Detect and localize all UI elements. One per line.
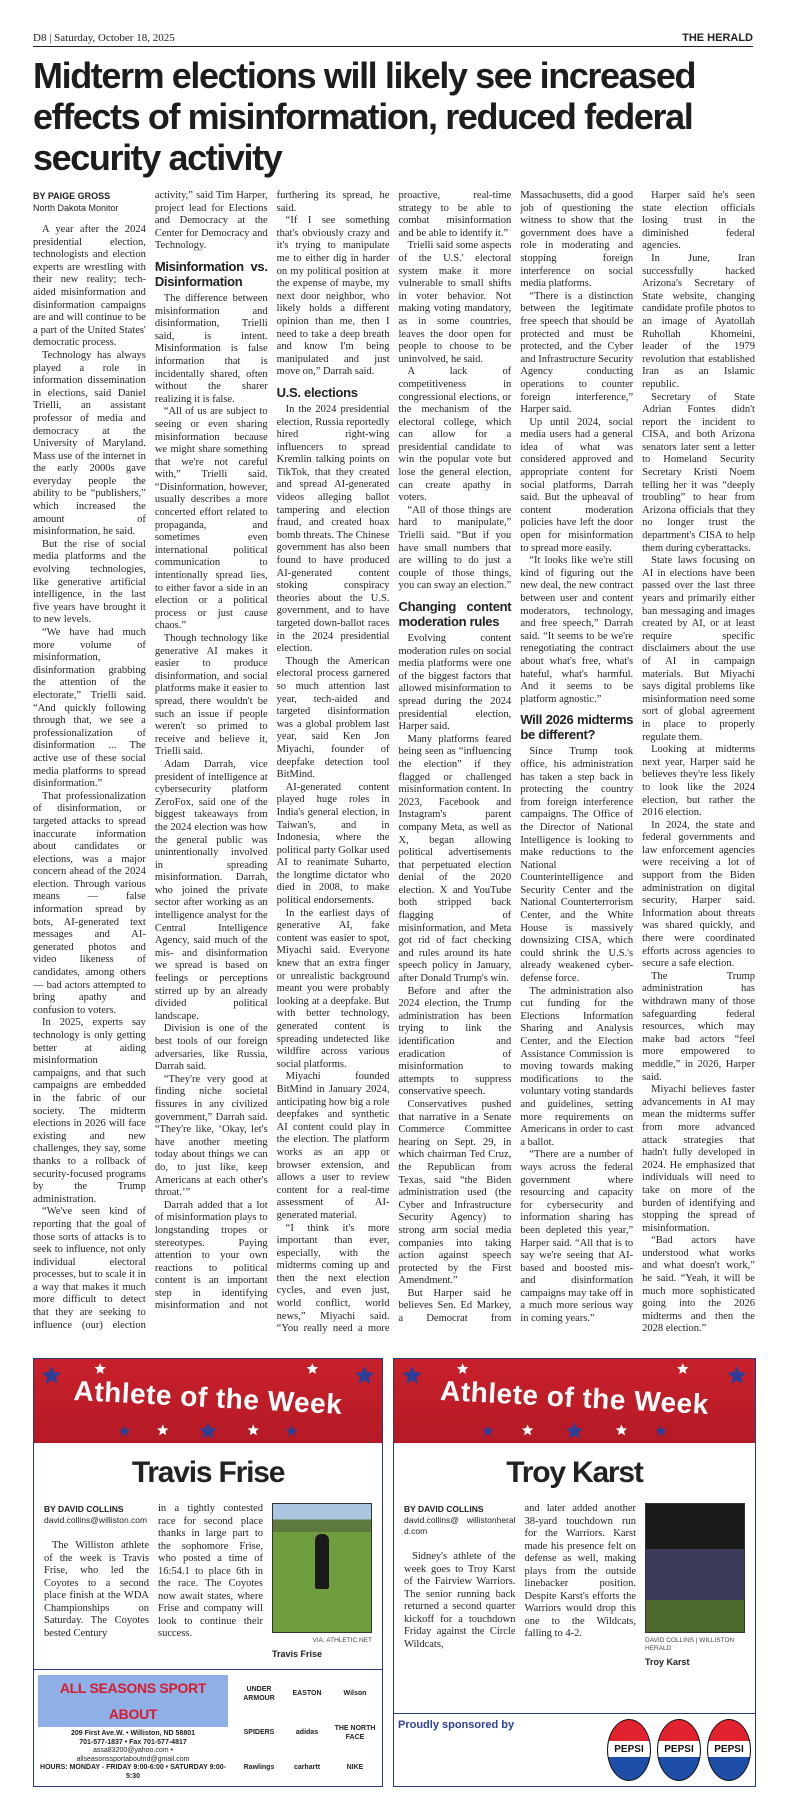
article-paragraph: But the rise of social media platforms and the evolving technologies, like generative artificial intelligence, in the last five years have brought it to new levels.	[33, 538, 146, 626]
article-paragraph: “There is a distinction between the legitimate free speech that should be protected and must be protected, and the Cyber and Infrastructure Security Agency conducting operations to counter foreign interference,” Harper said.	[520, 290, 634, 416]
article-paragraph: The administration also cut funding for the Elections Information Sharing and Analysis Center, and the Election Assistance Commission is moving towards making modifications to the voluntary voting standards and guidelines, setting more requirements on Americans in order to cast a ballot.	[520, 985, 634, 1148]
brand-logo: SPIDERS	[243, 1729, 275, 1737]
article-paragraph: Trielli said some aspects of the U.S.' electoral system make it more vulnerable to small shifts in voter behavior. Not making voting mandatory, as in some countries, leaves the door open for people to choose to be uninvolved, he said.	[398, 240, 512, 365]
article-paragraph: In the earliest days of generative AI, fake content was easier to spot, Miyachi said. Everyone knew that an extra finger or unrealistic background meant you were probably looking at a deepfake. But with better technology, generated content is spreading undetected like wildfire across various social platforms.	[276, 907, 390, 1070]
byline-email[interactable]: david.collins@williston.com	[44, 1515, 148, 1526]
photo-caption: Troy Karst	[645, 1657, 690, 1668]
article-paragraph: A year after the 2024 presidential election, technologists and election experts are wrestling with their new reality; tech-aided misinformation and disinformation campaigns are and will continue to be a part of the United States' democratic process.	[33, 224, 146, 349]
article-paragraph: That professionalization of disinformation, or targeted attacks to spread inaccurate information about candidates or elections, was a major concern ahead of the 2024 election. Through various means — false information spread by bots, AI-generated text messages and AI-generated photos and video likeness of candidates, among others — bad actors attempted to bring apathy and confusion to voters.	[33, 790, 146, 1016]
article-paragraph: “It looks like we're still kind of figuring out the new deal, the new contract between user and content moderators, technology, and free speech,” Darrah said. “It seems to be we're renegotiating the contract about what's free, what's hateful, what's harmful. And it seems to be platform agnostic.”	[520, 555, 634, 705]
star-icon	[482, 1425, 493, 1436]
story-text: The Williston athlete of the week is Travis Frise, who led the Coyotes to a second place finish at the WDA Championships on Saturday. The Coyotes bested Century	[44, 1540, 149, 1639]
star-icon	[457, 1363, 468, 1374]
brand-logo: THE NORTH FACE	[334, 1724, 376, 1741]
sponsor-section	[394, 1713, 755, 1786]
article-paragraph: Conservatives pushed that narrative in a Senate Commerce Committee hearing on Sept. 29, in which chairman Ted Cruz, the Republican from Texas, said “the Biden administration used (the Cyber and Infrastructure Security Agency) to strong arm social media companies into taking action against speech protected by the First Amendment.”	[398, 1098, 512, 1287]
section-subhead: U.S. elections	[276, 384, 358, 400]
article-paragraph: The Trump administration has withdrawn many of those safeguarding federal resources, which may make bad actors “feel more empowered to meddle,” in 2026, Harper said.	[642, 970, 755, 1083]
store-logo: ALL SEASONS SPORT ABOUT	[38, 1675, 228, 1727]
article-paragraph: “Bad actors have understood what works and what doesn't work,” he said. “Yeah, it will be much more sophisticated going into the 2026 midterms and then the 2028 election.”	[642, 1235, 755, 1335]
article-body	[33, 190, 755, 1336]
brand-logo: adidas	[295, 1729, 319, 1737]
article-paragraph: “All of those things are hard to manipulate,” Trielli said. “But if you have small numbers that are willing to do just a couple of those things, you can sway an election.”	[398, 504, 512, 592]
article-paragraph: Though the American electoral process garnered so much attention last year, tech-aided and targeted disinformation was a global problem last year, said Ken Jon Miyachi, founder of deepfake detection tool BitMind.	[276, 655, 390, 781]
star-icon	[616, 1424, 627, 1435]
brand-logo: NIKE	[346, 1763, 364, 1771]
byline-email[interactable]: david.collins@ willistonherald.com	[404, 1515, 516, 1537]
sponsor-label: Proudly sponsored by	[398, 1719, 515, 1732]
star-icon	[355, 1366, 374, 1384]
article-paragraph: Looking at midterms next year, Harper said he believes they're less likely to look like the 2024 election, but rather the 2016 election.	[642, 744, 755, 819]
sport-about-advertisement	[34, 1669, 382, 1786]
store-email: assa83200@yahoo.com • allseasonssportaboutnd@gmail.com	[76, 1747, 190, 1763]
article-paragraph: But Harper said he believes Sen. Ed Markey, a Democrat from Massachusetts, did a good job of questioning the witness to show that the government does have a role in moderating and stopping foreign interference on social media platforms.	[398, 190, 634, 1325]
article-paragraph: “We have had much more volume of misinformation, disinformation grabbing the attention of the electorate,” Trielli said. “And quickly following through that, we see a professionalization of disinformation ... The active use of these social media platforms to spread disinformation.”	[33, 627, 146, 790]
section-subhead: Will 2026 midterms be different?	[520, 712, 634, 743]
athlete-of-week-troy-karst	[393, 1358, 756, 1787]
star-icon	[199, 1422, 216, 1438]
headline: Midterm elections will likely see increased effects of misinformation, reduced federal security activity	[33, 55, 696, 178]
brand-logo: EASTON	[292, 1690, 322, 1698]
brand-logo: Rawlings	[243, 1763, 275, 1771]
athlete-name: Troy Karst	[506, 1456, 643, 1490]
athlete-section	[33, 1358, 756, 1787]
article-paragraph: State laws focusing on AI in elections have been passed over the last three years and primarily either ban messaging and images created by AI, or at least require specific disclaimers about the use of AI in campaign materials. But Miyachi says digital problems like misinformation need some sort of global agreement in place to properly regulate them.	[642, 555, 755, 743]
article-paragraph: Darrah added that a lot of misinformation plays to longstanding tropes or stereotypes. Paying attention to your own reactions to political content is an important step in identifying misinformation and not furthering its spread, he said.	[154, 190, 390, 1312]
brand-logo: UNDER ARMOUR	[243, 1685, 275, 1702]
article-paragraph: In 2025, experts say technology is only getting better at aiding misinformation campaigns, and that such campaigns are embedded in the fabric of our society. The midterm elections in 2026 will face existing and new challenges, they say, some thanks to a rollback of security-focused programs by the Trump administration.	[33, 1017, 146, 1205]
photo-credit: VIA: ATHLETIC.NET	[312, 1637, 372, 1645]
pepsi-logo	[707, 1719, 751, 1781]
athlete-banner	[34, 1359, 382, 1443]
article-paragraph: “We've seen kind of reporting that the goal of those sorts of attacks is to seek to influence, not only individual electoral processes, but to scale it in a way that makes it much more difficult to detect that they are seeking to influence (our) election activity,” said Tim Harper, project lead for Elections and Democracy at the Center for Democracy and Technology.	[33, 190, 268, 1331]
byline: BY DAVID COLLINS	[404, 1504, 484, 1515]
store-hours: HOURS: MONDAY - FRIDAY 9:00-6:00 • SATURDAY 9:00-5:30	[40, 1764, 226, 1780]
article-paragraph: AI-generated content played huge roles in India's general election, in Taiwan's, and in Indonesia, where the political party Golkar used AI to reanimate Suharto, the longtime dictator who died in 2008, to make political endorsements.	[276, 781, 390, 907]
story-text: in a tightly contested race for second place thanks in large part to the sophomore Frise, who posted a time of 16:54.1 to place 6th in the race. The Coyotes now await states, where Frise and company will look to continue their success.	[158, 1503, 263, 1640]
pepsi-logo	[657, 1719, 701, 1781]
athlete-banner	[394, 1359, 755, 1443]
star-icon	[119, 1425, 130, 1436]
article-paragraph: In June, Iran successfully hacked Arizona's Secretary of State website, changing candidate profile photos to an image of Ayatollah Ruhollah Khomeini, leader of the 1979 revolution that established Iran as an Islamic republic.	[642, 252, 755, 390]
brand-logo: Wilson	[343, 1690, 367, 1698]
pepsi-logo	[607, 1719, 651, 1781]
runner-photo	[272, 1503, 372, 1633]
article-paragraph: A lack of competitiveness in congressional elections, or the mechanism of the electoral college, which can allow for a presidential candidate to win the popular vote but lose the general election, can create apathy in voters.	[398, 366, 512, 504]
article-paragraph: Miyachi founded BitMind in January 2024, anticipating how big a role deepfakes and synthetic AI content could play in the election. The platform works as an app or browser extension, and allows a user to review content for a real-time assessment of AI-generated material.	[276, 1071, 390, 1221]
photo-credit: DAVID COLLINS | WILLISTON HERALD	[645, 1637, 735, 1653]
star-icon	[522, 1424, 533, 1435]
article-paragraph: Many platforms feared being seen as “influencing the election” if they flagged or challenged misinformation content. In 2023, Facebook and Instagram's parent company Meta, as well as X, began allowing political advertisements that perpetuated election denial of the 2020 election. X and YouTube both stripped back flagging of misinformation, and Meta got rid of fact checking and rules around its hate speech policy in January, after Donald Trump's win.	[398, 733, 512, 985]
section-subhead: Misinformation vs. Disinformation	[154, 258, 268, 289]
article-paragraph: “There are a number of ways across the federal government where resourcing and capacity for cybersecurity and information sharing has been depleted this year,” Harper said. “All that is to say we're seeing that AI-based and boosted mis- and disinformation campaigns may take off in a much more serious way in coming years.”	[520, 1149, 634, 1325]
article-paragraph: In the 2024 presidential election, Russia reportedly hired right-wing influencers to spread Kremlin talking points on TikTok, that they created and spread AI-generated videos alleging ballot tampering and election fraud, and created hoax bomb threats. The Chinese government has also been found to have produced AI-generated content stoking conspiracy theories about the U.S. government, and to have targeted down-ballot races in the 2024 presidential election.	[276, 403, 390, 655]
star-icon	[94, 1363, 105, 1374]
article-paragraph: “They're very good at finding niche societal fissures in any civilized government,” Darrah said. “They're like, ‘Okay, let's have another meeting today about things we can do, to just like, keep Americans at each other's throat.’”	[154, 1073, 268, 1199]
football-photo	[645, 1503, 745, 1633]
star-icon	[157, 1424, 168, 1435]
store-address: 209 First Ave.W. • Williston, ND 58801	[70, 1730, 196, 1738]
article-paragraph: Miyachi believes faster advancements in AI may mean the midterms suffer from more advanced attack strategies that hadn't fully developed in 2024. He emphasized that individuals will need to take on more of the burden of identifying and stopping the spread of misinformation.	[642, 1084, 755, 1234]
article-paragraph: Secretary of State Adrian Fontes didn't report the incident to CISA, and both Arizona senators later sent a letter to Homeland Security Secretary Kristi Noem telling her it was “deeply troubling” to hear from Arizona officials that they no longer trust the department's CISA to help them during cyberattacks.	[642, 391, 755, 554]
athlete-of-week-travis-frise	[33, 1358, 383, 1787]
byline: BY DAVID COLLINS	[44, 1504, 124, 1515]
article-paragraph: Harper said he's seen state election officials losing trust in the diminished federal agencies.	[642, 190, 755, 252]
banner-title: Athlete of the Week	[439, 1375, 710, 1421]
article-paragraph: “All of us are subject to seeing or even sharing misinformation because we might share something that we're not careful with,” Trielli said. “Disinformation, however, usually describes a more concerted effort related to propaganda, and sometimes even international political communication to intentionally spread lies, to either favor a side in an election or a political process or just cause chaos.”	[154, 406, 268, 632]
article-paragraph: Division is one of the best tools of our foreign adversaries, like Russia, Darrah said.	[154, 1023, 268, 1073]
article-paragraph: In 2024, the state and federal governments and law enforcement agencies were receiving a lot of support from the Biden administration on digital security, Harper said. Information about threats was shared quickly, and there were coordinated efforts across agencies to secure a safe election.	[642, 819, 755, 970]
store-phone: 701-577-1837 • Fax 701-577-4817	[79, 1738, 187, 1746]
article-paragraph: Up until 2024, social media users had a general idea of what was considered approved and appropriate content for social platforms, Darrah said. But the upheaval of content moderation policies have left the door open for misinformation to spread more easily.	[520, 416, 634, 554]
byline: BY PAIGE GROSS	[33, 191, 111, 201]
article-paragraph: “If I see something that's obviously crazy and it's trying to manipulate me to either dig in harder on my political position at the expense of maybe, my next door neighbor, who likely holds a different opinion than me, then I need to take a deep breath and know I'm being manipulated and just move on,” Darrah said.	[276, 215, 390, 378]
article-paragraph: The difference between misinformation and disinformation, Trielli said, is intent. Misinformation is false information that is incidentally shared, often without the sharer realizing it is false.	[154, 292, 268, 405]
brand-logos	[236, 1675, 378, 1781]
banner-title: Athlete of the Week	[72, 1375, 344, 1421]
article-paragraph: Though technology like generative AI makes it easier to produce disinformation, and social platforms make it easier to spread, there wouldn't be such an issue if people weren't so primed to receive and believe it, Trielli said.	[154, 633, 268, 758]
publication-name: THE HERALD	[682, 32, 753, 44]
athlete-name: Travis Frise	[131, 1456, 285, 1490]
article-paragraph: Technology has always played a role in information dissemination in elections, said Daniel Trielli, an assistant professor of media and democracy at the University of Maryland. Mass use of the internet in the early 2000s gave everyday people the ability to be “publishers,” which increased the amount of misinformation, he said.	[33, 349, 146, 538]
story-text: Sidney's athlete of the week goes to Troy Karst of the Fairview Warriors. The senior running back returned a second quarter kickoff for a touchdown Friday against the Circle Wildcats,	[404, 1551, 516, 1650]
article-paragraph: “I think it's more important than ever, especially, with the midterms coming up and then the next election cycles, and even just, world conflict, world news,” Miyachi said. “You really need a more proactive, real-time strategy to be able to combat misinformation and be able to identify it.”	[276, 190, 512, 1335]
brand-logo: carhartt	[293, 1763, 321, 1771]
byline-org: North Dakota Monitor	[33, 203, 119, 213]
star-icon	[286, 1425, 297, 1436]
article-paragraph: Adam Darrah, vice president of intelligence at cybersecurity platform ZeroFox, said one of the biggest takeaways from the 2024 election was how the general public was unintentionally involved in spreading misinformation. Darrah, who joined the private sector after working as an intelligence analyst for the Central Intelligence Agency, said much of the mis- and disinformation we spread is based on feelings or perceptions stirred up by an already divided political landscape.	[154, 758, 268, 1022]
story-text: and later added another 38-yard touchdown run for the Warriors. Karst made his presence felt on defense as well, making plays from the outside linebacker position. Despite Karst's efforts the Warriors would drop this one to the Wildcats, falling to 4-2.	[524, 1503, 636, 1640]
article-paragraph: Evolving content moderation rules on social media platforms were one of the biggest factors that allowed misinformation to spread during the 2024 presidential election, Harper said.	[398, 633, 512, 733]
page-date: D8 | Saturday, October 18, 2025	[33, 32, 175, 44]
article-paragraph: Before and after the 2024 election, the Trump administration has been trying to link the identification and eradication of misinformation to attempts to suppress conservative speech.	[398, 985, 512, 1098]
star-icon	[727, 1366, 746, 1384]
pepsi-logo-text: PEPSI	[714, 1744, 744, 1756]
star-icon	[677, 1363, 688, 1374]
star-icon	[655, 1425, 666, 1436]
star-icon	[248, 1424, 259, 1435]
page-header	[33, 32, 753, 47]
pepsi-logo-text: PEPSI	[614, 1744, 644, 1756]
pepsi-logo-text: PEPSI	[664, 1744, 694, 1756]
section-subhead: Changing content moderation rules	[398, 599, 512, 629]
star-icon	[566, 1422, 583, 1438]
star-icon	[307, 1363, 318, 1374]
photo-caption: Travis Frise	[272, 1649, 323, 1660]
article-paragraph: Since Trump took office, his administration has taken a step back in protecting the country from foreign interference campaigns. The Office of the Director of National Intelligence is looking to make reductions to the National Counterintelligence and Security Center and the National Counterterrorism Center, and the White House is massively downsizing CISA, which could shrink the U.S.'s already weakened cyber-defense force.	[520, 746, 634, 985]
